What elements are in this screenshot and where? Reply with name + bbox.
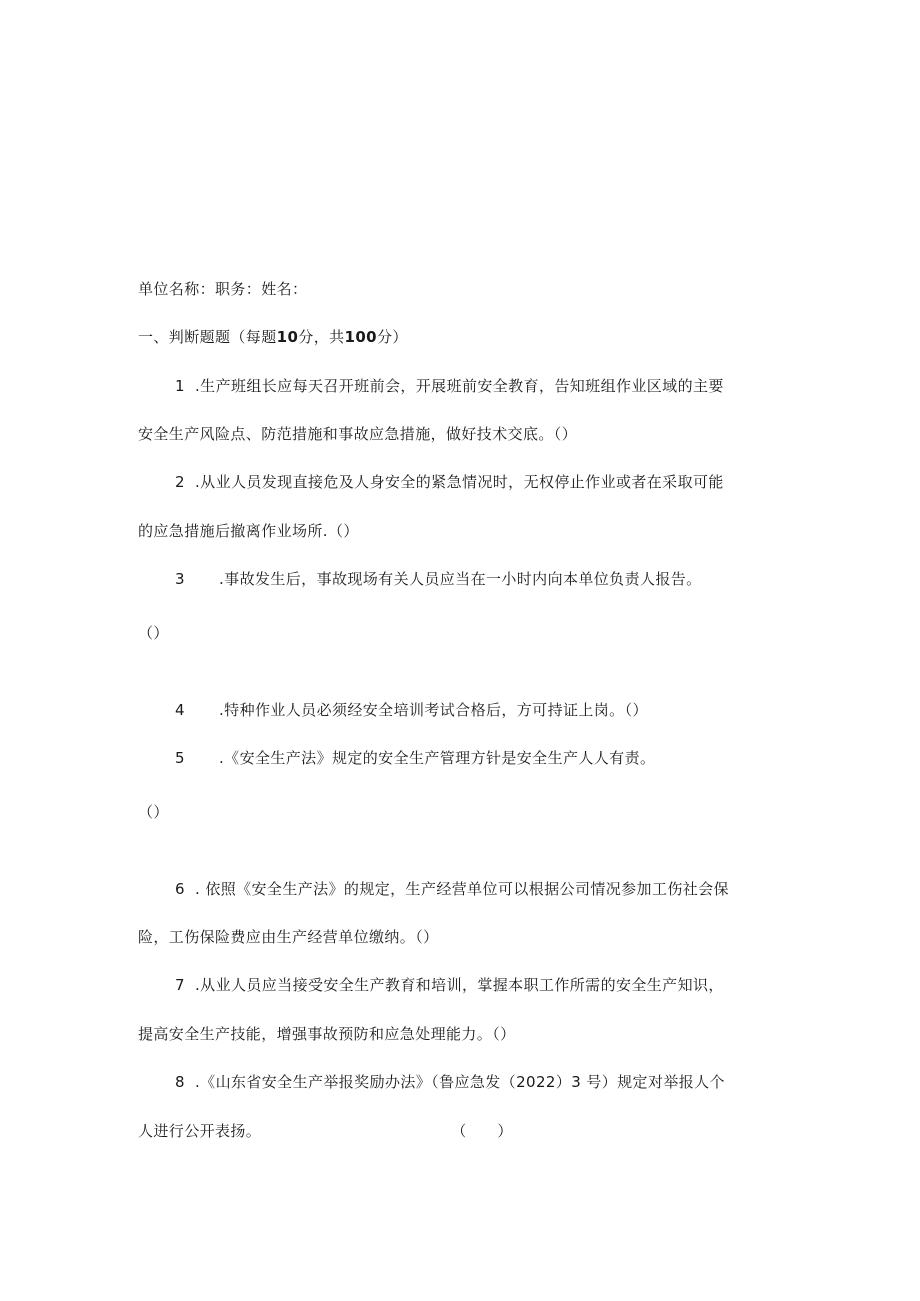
question-7-line1	[175, 975, 724, 995]
section-title-mid: 分，共	[298, 328, 345, 346]
question-text: .《山东省安全生产举报奖励办法》（鲁应急发（2022）3 号）规定对举报人个	[195, 1073, 725, 1091]
header-fields-text: 单位名称：职务：姓名：	[138, 280, 308, 298]
question-text: .《安全生产法》规定的安全生产管理方针是安全生产人人有责。	[219, 749, 656, 767]
question-text-continued: 人进行公开表扬。	[138, 1122, 262, 1140]
section-title	[138, 327, 408, 347]
question-number: 8	[175, 1073, 185, 1091]
per-score: 10	[276, 328, 299, 346]
question-1-line1	[175, 376, 724, 396]
question-1-line2	[138, 424, 577, 444]
question-8-line1	[175, 1072, 725, 1092]
question-4-line1	[175, 700, 648, 720]
question-number: 3	[175, 570, 185, 588]
question-8-line2	[138, 1121, 513, 1141]
total-score: 100	[344, 328, 378, 346]
question-6-line1	[175, 879, 729, 899]
question-text: .特种作业人员必须经安全培训考试合格后，方可持证上岗。（）	[219, 701, 648, 719]
section-title-suffix: 分）	[377, 328, 408, 346]
section-title-prefix: 一、判断题题（每题	[138, 328, 277, 346]
answer-blank: （ ）	[451, 1122, 513, 1140]
question-text-continued: 安全生产风险点、防范措施和事故应急措施，做好技术交底。（）	[138, 425, 578, 443]
question-7-line2	[138, 1024, 516, 1044]
header-fields	[138, 279, 307, 299]
question-text-continued: 险，工伤保险费应由生产经营单位缴纳。（）	[138, 928, 439, 946]
question-number: 6	[175, 880, 185, 898]
question-text: . 依照《安全生产法》的规定，生产经营单位可以根据公司情况参加工伤社会保	[195, 880, 729, 898]
question-number: 1	[175, 377, 185, 395]
question-number: 4	[175, 701, 185, 719]
question-number: 7	[175, 976, 185, 994]
question-2-line2	[138, 521, 359, 541]
question-5-line1	[175, 748, 655, 768]
question-6-line2	[138, 927, 439, 947]
question-3-line1	[175, 569, 702, 589]
answer-blank: （）	[138, 624, 169, 642]
question-text-continued: 提高安全生产技能，增强事故预防和应急处理能力。（）	[138, 1025, 516, 1043]
question-text: .事故发生后，事故现场有关人员应当在一小时内向本单位负责人报告。	[219, 570, 702, 588]
question-text: .从业人员发现直接危及人身安全的紧急情况时，无权停止作业或者在采取可能	[195, 473, 724, 491]
question-2-line1	[175, 472, 724, 492]
question-number: 5	[175, 749, 185, 767]
question-text: .从业人员应当接受安全生产教育和培训，掌握本职工作所需的安全生产知识，	[195, 976, 724, 994]
answer-blank: （）	[138, 803, 169, 821]
question-5-line2	[138, 802, 169, 822]
question-text: .生产班组长应每天召开班前会，开展班前安全教育，告知班组作业区域的主要	[195, 377, 724, 395]
question-text-continued: 的应急措施后撤离作业场所.（）	[138, 522, 359, 540]
question-3-line2	[138, 623, 169, 643]
question-number: 2	[175, 473, 185, 491]
